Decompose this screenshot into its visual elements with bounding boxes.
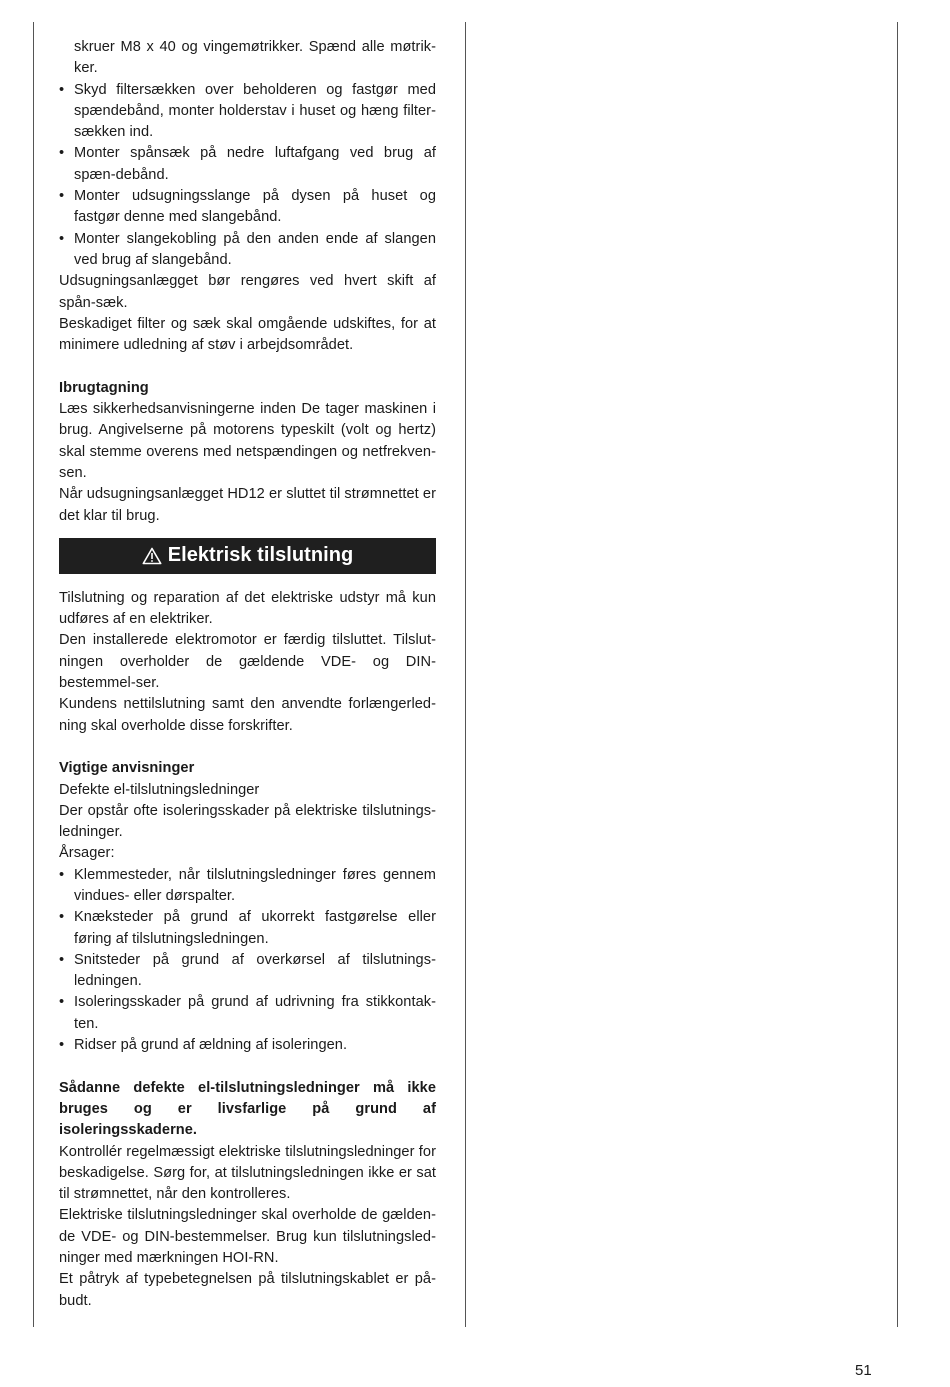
continuation-text: skruer M8 x 40 og vingemøtrikker. Spænd alle møtrik-ker. bbox=[74, 39, 436, 77]
startup-paragraph-2: Når udsugningsanlægget HD12 er sluttet til strømnettet er det klar til brug. bbox=[59, 486, 436, 524]
list-item: • Klemmesteder, når tilslutningsledninger føres gennem vindues- eller dørspalter. bbox=[59, 866, 436, 904]
page-number: 51 bbox=[855, 1362, 872, 1379]
left-margin-rule bbox=[33, 22, 34, 1327]
imprint-paragraph: Et påtryk af typebetegnelsen på tilslutningskablet er på-budt. bbox=[59, 1271, 436, 1309]
list-item: • Skyd filtersækken over beholderen og fastgør med spændebånd, monter holderstav i huset og hæng filter-sækken ind. bbox=[59, 81, 436, 141]
list-item: • Knæksteder på grund af ukorrekt fastgørelse eller føring af tilslutningsledningen. bbox=[59, 909, 436, 947]
check-paragraph: Kontrollér regelmæssigt elektriske tilslutningsledninger for beskadigelse. Sørg for, at tilslutningsledningen ikke er sat til strømnettet, når den kontrolleres. bbox=[59, 1143, 436, 1203]
banner-title: Elektrisk tilslutning bbox=[167, 544, 354, 567]
assembly-bullet-list bbox=[59, 80, 436, 272]
column-divider-rule bbox=[465, 22, 466, 1327]
right-margin-rule bbox=[897, 22, 898, 1327]
list-item: • Snitsteder på grund af overkørsel af tilslutnings-ledningen. bbox=[59, 951, 436, 990]
list-item: • Ridser på grund af ældning af isoleringen. bbox=[59, 1037, 348, 1054]
warning-triangle-icon bbox=[142, 547, 162, 565]
electrical-paragraph-2: Den installerede elektromotor er færdig tilsluttet. Tilslut-ningen overholder de gældende VDE- og DIN-bestemmel-ser. bbox=[59, 632, 436, 692]
startup-heading: Ibrugtagning bbox=[59, 379, 149, 396]
list-item: • Monter udsugningsslange på dysen på huset og fastgør denne med slangebånd. bbox=[59, 188, 436, 226]
causes-bullet-list bbox=[59, 865, 436, 1057]
standards-paragraph: Elektriske tilslutningsledninger skal overholde de gælden-de VDE- og DIN-bestemmelser. Brug kun tilslutningsled-ninger med mærkningen HOI-RN. bbox=[59, 1207, 436, 1267]
left-text-column bbox=[59, 37, 436, 1312]
filter-note: Beskadiget filter og sæk skal omgående udskiftes, for at minimere udledning af støv i arbejdsområdet. bbox=[59, 315, 436, 354]
causes-label: Årsager: bbox=[59, 845, 115, 862]
list-item: • Monter slangekobling på den anden ende af slangen ved brug af slangebånd. bbox=[59, 230, 436, 268]
startup-paragraph: Læs sikkerhedsanvisningerne inden De tager maskinen i brug. Angivelserne på motorens typeskilt (volt og hertz) skal stemme overens med netspændingen og netfrekven-sen. bbox=[59, 401, 436, 481]
electrical-paragraph: Tilslutning og reparation af det elektriske udstyr må kun udføres af en elektriker. bbox=[59, 589, 436, 628]
important-subheading: Defekte el-tilslutningsledninger bbox=[59, 781, 260, 798]
cleaning-note: Udsugningsanlægget bør rengøres ved hvert skift af spån-sæk. bbox=[59, 273, 436, 311]
important-intro: Der opstår ofte isoleringsskader på elektriske tilslutnings-ledninger. bbox=[59, 802, 436, 841]
bold-warning-text: Sådanne defekte el-tilslutningsledninger må ikke bruges og er livsfarlige på grund af isoleringsskaderne. bbox=[59, 1079, 436, 1139]
important-heading: Vigtige anvisninger bbox=[59, 760, 195, 777]
list-item: • Isoleringsskader på grund af udrivning fra stikkontak-ten. bbox=[59, 994, 436, 1032]
electrical-paragraph-3: Kundens nettilslutning samt den anvendte forlængerled-ning skal overholde disse forskrifter. bbox=[59, 696, 436, 734]
list-item: • Monter spånsæk på nedre luftafgang ved brug af spæn-debånd. bbox=[59, 145, 436, 183]
section-banner bbox=[59, 538, 436, 574]
